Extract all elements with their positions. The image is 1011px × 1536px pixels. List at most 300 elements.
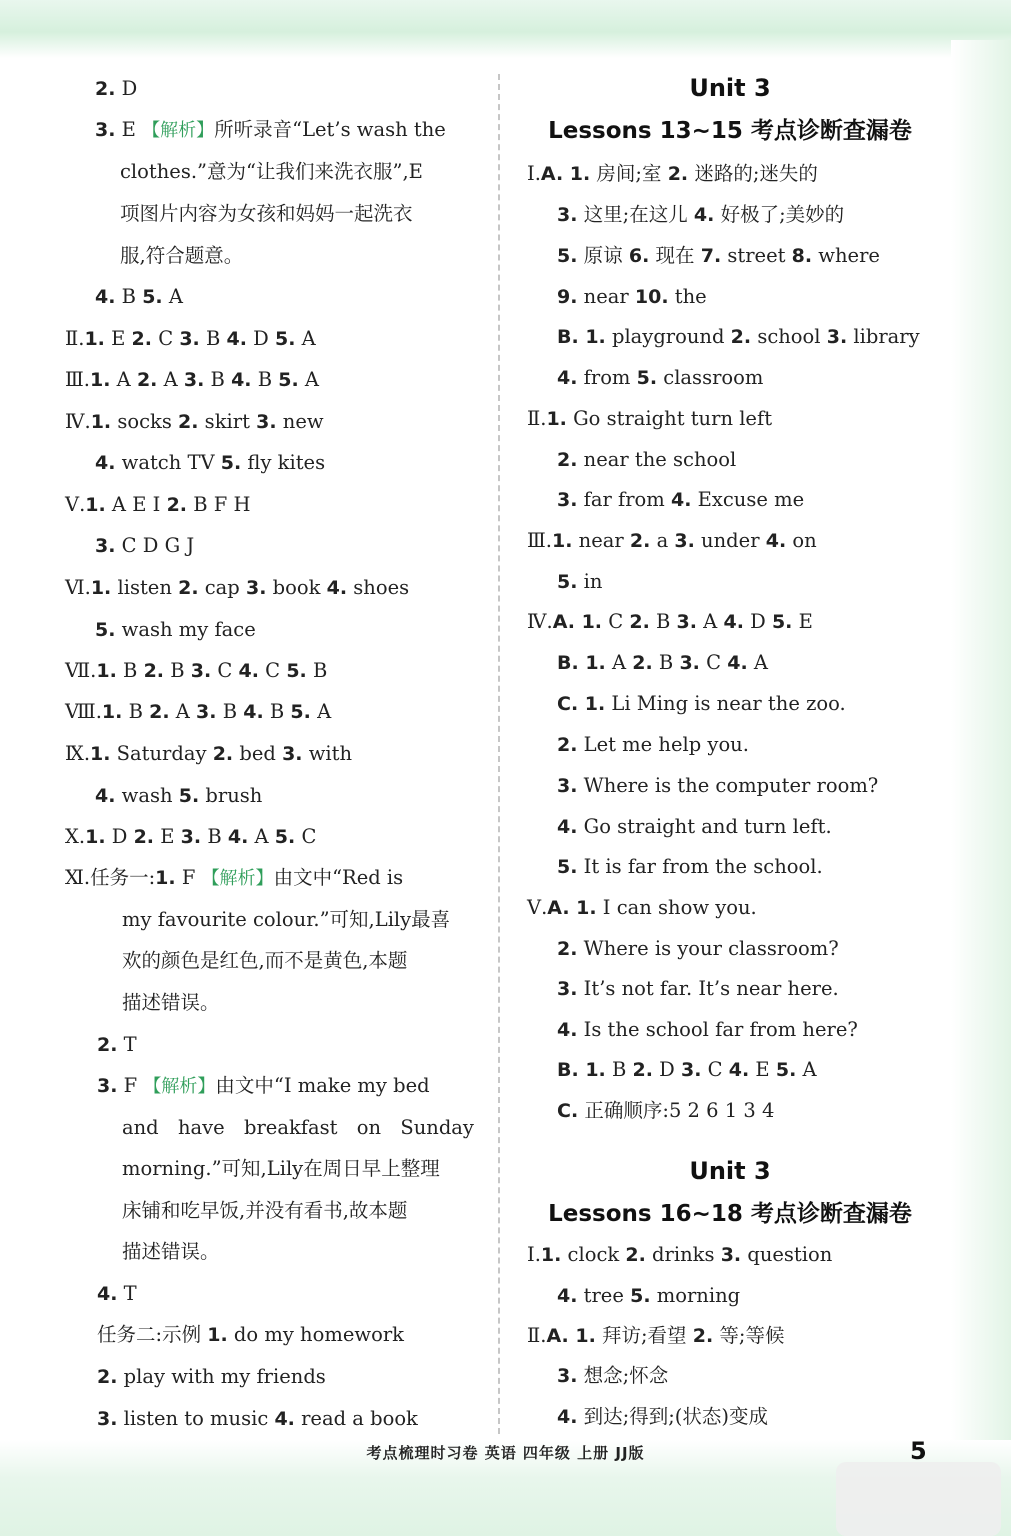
answer-text: listen to music: [117, 1407, 275, 1430]
answer-text: E: [115, 118, 143, 141]
item-number: 5.: [95, 619, 116, 641]
left-answer-line: [122, 1154, 440, 1184]
item-number: 2.: [143, 660, 165, 682]
left-answer-line: [65, 573, 409, 603]
answer-text: where: [812, 244, 880, 267]
item-number: 1.: [90, 369, 111, 391]
left-answer-line: [95, 781, 262, 811]
item-number: 2.: [212, 743, 234, 765]
item-number: 3.: [190, 660, 212, 682]
item-number: 2.: [629, 530, 651, 552]
left-answer-line: [97, 1404, 418, 1434]
item-number: A. 1.: [540, 163, 591, 185]
answer-text: D: [246, 327, 275, 350]
answer-text: my favourite colour.”可知,Lily最喜: [122, 908, 451, 931]
item-number: 4.: [226, 328, 247, 350]
answer-text: C D G J: [115, 534, 195, 557]
answer-text: A E I: [105, 493, 167, 516]
answer-text: E: [104, 327, 132, 350]
item-number: 1.: [552, 530, 573, 552]
item-number: 3.: [557, 204, 578, 226]
unit-heading: Unit 3: [689, 1157, 771, 1185]
right-answer-line: [527, 607, 813, 637]
item-number: 2.: [557, 449, 578, 471]
answer-text: Go straight and turn left.: [577, 815, 832, 838]
answer-text: Where is the computer room?: [577, 774, 879, 797]
answer-text: A: [162, 285, 183, 308]
answer-text: I can show you.: [596, 896, 757, 919]
item-number: 2.: [149, 701, 170, 723]
answer-text: A: [295, 327, 316, 350]
answer-text: 正确顺序:5 2 6 1 3 4: [578, 1099, 775, 1122]
item-number: 5.: [178, 785, 200, 807]
answer-text: 任务二:示例: [97, 1323, 208, 1346]
item-number: 3.: [95, 119, 116, 141]
answer-text: B: [649, 610, 677, 633]
item-number: 2.: [625, 1244, 646, 1266]
answer-text: playground: [605, 325, 731, 348]
answer-text: 好极了;美妙的: [714, 203, 845, 226]
answer-text: 想念;怀念: [577, 1364, 669, 1387]
answer-text: Ⅹ.: [65, 825, 86, 848]
right-answer-line: [527, 1240, 832, 1270]
answer-text: classroom: [657, 366, 764, 389]
watermark-logo: [836, 1462, 1001, 1536]
answer-text: question: [741, 1243, 833, 1266]
page-number: 5: [910, 1437, 927, 1465]
answer-text: morning: [650, 1284, 741, 1307]
right-answer-line: [557, 812, 832, 842]
item-number: 2.: [97, 1034, 118, 1056]
item-number: 5.: [278, 369, 299, 391]
unit-heading: Unit 3: [689, 74, 771, 102]
item-number: 1.: [540, 1244, 562, 1266]
item-number: 5.: [630, 1285, 651, 1307]
answer-text: B: [201, 825, 228, 848]
item-number: 4.: [227, 826, 249, 848]
answer-text: Li Ming is near the zoo.: [605, 692, 846, 715]
right-answer-line: [557, 322, 920, 352]
answer-text: A: [605, 651, 633, 674]
item-number: 3.: [680, 1059, 702, 1081]
item-number: 2.: [667, 163, 689, 185]
answer-text: breakfast: [243, 1116, 338, 1139]
answer-text: book: [266, 576, 327, 599]
answer-text: brush: [199, 784, 263, 807]
item-number: 3.: [557, 775, 578, 797]
answer-text: T: [117, 1282, 137, 1305]
left-answer-line: [120, 199, 413, 229]
answer-text: drinks: [645, 1243, 721, 1266]
item-number: 5.: [290, 701, 311, 723]
answer-text: a: [650, 529, 675, 552]
answer-text: 到达;得到;(状态)变成: [577, 1405, 769, 1428]
answer-text: Ⅺ.任务一:: [65, 866, 156, 889]
item-number: 4.: [557, 367, 578, 389]
answer-text: Let me help you.: [577, 733, 749, 756]
answer-text: Ⅲ.: [65, 368, 91, 391]
item-number: 2.: [131, 328, 152, 350]
left-answer-line: [95, 615, 256, 645]
left-answer-line: [95, 448, 325, 478]
item-number: 5.: [557, 571, 578, 593]
right-answer-line: [527, 404, 772, 434]
answer-text: shoes: [347, 576, 410, 599]
item-number: 4.: [728, 1059, 750, 1081]
answer-text: watch TV: [115, 451, 221, 474]
right-answer-line: [557, 445, 736, 475]
right-answer-line: [557, 200, 844, 230]
answer-text: A: [157, 368, 184, 391]
answer-text: Ⅳ.: [65, 410, 91, 433]
answer-text: and: [122, 1116, 159, 1139]
answer-text: D: [652, 1058, 681, 1081]
answer-text: It’s not far. It’s near here.: [577, 977, 839, 1000]
answer-text: Ⅶ.: [65, 659, 97, 682]
answer-text: near the school: [577, 448, 737, 471]
item-number: 4.: [97, 1283, 118, 1305]
answer-text: T: [117, 1033, 137, 1056]
item-number: 5.: [557, 856, 578, 878]
answer-text: Is the school far from here?: [577, 1018, 858, 1041]
item-number: 4.: [274, 1408, 295, 1430]
answer-text: A: [298, 368, 319, 391]
item-number: 3.: [826, 326, 848, 348]
answer-text: on: [356, 1116, 382, 1139]
answer-text: Ⅱ.: [65, 327, 85, 350]
item-number: 4.: [326, 577, 348, 599]
right-answer-line: [557, 282, 707, 312]
answer-text: in: [577, 570, 603, 593]
answer-text: Ⅰ.: [527, 1243, 541, 1266]
item-number: 3.: [720, 1244, 742, 1266]
item-number: 2.: [166, 494, 188, 516]
answer-text: 由文中“Red is: [273, 866, 404, 889]
item-number: 2.: [632, 1059, 653, 1081]
answer-text: Ⅷ.: [65, 700, 102, 723]
item-number: 4.: [765, 530, 787, 552]
item-number: 2.: [178, 411, 199, 433]
answer-text: B: [122, 700, 150, 723]
item-number: 5.: [636, 367, 658, 389]
left-answer-line: [97, 1071, 430, 1102]
item-number: 3.: [180, 826, 202, 848]
answer-text: read a book: [294, 1407, 418, 1430]
answer-text: C: [258, 659, 287, 682]
top-decorative-band: [0, 0, 1011, 58]
right-answer-line: [557, 648, 768, 678]
answer-text: play with my friends: [117, 1365, 326, 1388]
left-answer-line: [97, 1320, 404, 1350]
column-divider: [498, 74, 500, 1434]
left-answer-line: [65, 739, 352, 769]
answer-text: B: [251, 368, 279, 391]
item-number: 4.: [95, 286, 116, 308]
item-number: 3.: [282, 743, 303, 765]
answer-text: C: [701, 1058, 729, 1081]
right-answer-line: [557, 1015, 858, 1045]
right-answer-line: [557, 1281, 740, 1311]
answer-text: on: [786, 529, 817, 552]
item-number: 4.: [238, 660, 259, 682]
item-number: 3.: [557, 1365, 578, 1387]
item-number: 2.: [629, 611, 650, 633]
left-answer-line: [95, 115, 446, 146]
item-number: 3.: [676, 611, 697, 633]
answer-text: B: [216, 700, 244, 723]
answer-text: A: [796, 1058, 817, 1081]
left-answer-line: [97, 1362, 326, 1392]
answer-text: wash: [115, 784, 179, 807]
item-number: 1.: [546, 408, 567, 430]
lessons-heading: Lessons 13~15 考点诊断查漏卷: [548, 118, 912, 144]
right-answer-line: [557, 974, 839, 1004]
answer-text: 这里;在这儿: [577, 203, 694, 226]
answer-text: D: [115, 77, 138, 100]
answer-text: B F H: [187, 493, 251, 516]
answer-text: Excuse me: [691, 488, 805, 511]
answer-text: Ⅱ.: [527, 407, 547, 430]
item-number: 2.: [95, 78, 116, 100]
analysis-tag: 【解析】: [201, 868, 274, 889]
right-answer-line: [557, 1055, 817, 1085]
item-number: 1.: [90, 411, 112, 433]
answer-text: 迷路的;迷失的: [688, 162, 818, 185]
answer-text: B: [204, 368, 232, 391]
left-answer-line: [95, 282, 183, 312]
item-number: 6.: [628, 245, 650, 267]
item-number: 4.: [693, 204, 715, 226]
right-answer-line: [527, 526, 817, 556]
answer-text: 所听录音“Let’s wash the: [214, 118, 446, 141]
item-number: 3.: [179, 328, 200, 350]
answer-text: Ⅲ.: [527, 529, 553, 552]
right-answer-line: [557, 934, 839, 964]
answer-text: B: [605, 1058, 633, 1081]
item-number: 1.: [101, 701, 123, 723]
answer-text: Ⅸ.: [65, 742, 91, 765]
item-number: B. 1.: [557, 1059, 606, 1081]
answer-text: 描述错误。: [122, 1240, 220, 1263]
answer-text: C: [211, 659, 239, 682]
answer-text: have: [177, 1116, 225, 1139]
item-number: 2.: [692, 1325, 714, 1347]
answer-text: from: [577, 366, 637, 389]
answer-text: 项图片内容为女孩和妈妈一起洗衣: [120, 202, 413, 225]
item-number: 4.: [557, 1285, 578, 1307]
item-number: B. 1.: [557, 326, 606, 348]
answer-text: C: [152, 327, 180, 350]
item-number: 3.: [557, 978, 578, 1000]
item-number: 1.: [90, 743, 111, 765]
answer-text: B: [199, 327, 227, 350]
item-number: 5.: [274, 826, 296, 848]
left-answer-line: [122, 1113, 474, 1143]
answer-text: socks: [111, 410, 179, 433]
answer-text: clothes.”意为“让我们来洗衣服”,E: [120, 160, 423, 183]
answer-text: Saturday: [110, 742, 213, 765]
item-number: 1.: [84, 328, 105, 350]
answer-text: 房间;室: [590, 162, 668, 185]
answer-text: near: [577, 285, 635, 308]
answer-text: E: [154, 825, 181, 848]
answer-text: listen: [111, 576, 179, 599]
right-answer-line: [557, 363, 763, 393]
left-answer-line: [95, 74, 137, 104]
right-answer-line: [527, 1321, 784, 1351]
item-number: C. 1.: [557, 693, 606, 715]
answer-text: Sunday: [400, 1116, 474, 1139]
item-number: C.: [557, 1100, 579, 1122]
item-number: 7.: [700, 245, 722, 267]
right-decorative-band: [951, 40, 1011, 1460]
answer-text: school: [751, 325, 827, 348]
answer-text: the: [668, 285, 707, 308]
left-answer-line: [122, 1196, 407, 1226]
item-number: 4.: [670, 489, 692, 511]
item-number: 2.: [97, 1366, 118, 1388]
right-answer-line: [557, 241, 880, 271]
answer-text: with: [302, 742, 353, 765]
item-number: A. 1.: [546, 1325, 596, 1347]
left-answer-line: [65, 490, 250, 520]
answer-text: near: [572, 529, 630, 552]
item-number: 1.: [90, 577, 112, 599]
item-number: 2.: [730, 326, 752, 348]
item-number: 4.: [723, 611, 744, 633]
answer-text: Ⅵ.: [65, 576, 91, 599]
answer-text: cap: [198, 576, 246, 599]
item-number: 1.: [207, 1324, 228, 1346]
item-number: 3.: [674, 530, 695, 552]
answer-text: A: [169, 700, 197, 723]
answer-text: A: [310, 700, 332, 723]
item-number: 5.: [275, 328, 296, 350]
left-answer-line: [122, 905, 450, 935]
item-number: 4.: [243, 701, 264, 723]
item-number: 2.: [557, 734, 578, 756]
right-answer-line: [557, 1096, 774, 1126]
answer-text: tree: [577, 1284, 631, 1307]
answer-text: far from: [577, 488, 671, 511]
item-number: 4.: [231, 369, 252, 391]
left-answer-line: [65, 656, 327, 686]
item-number: 4.: [557, 1406, 578, 1428]
answer-text: bed: [233, 742, 283, 765]
item-number: 3.: [95, 535, 116, 557]
answer-text: C: [602, 610, 630, 633]
left-answer-line: [97, 1030, 137, 1060]
item-number: 3.: [245, 577, 267, 599]
answer-text: Ⅴ.: [527, 896, 548, 919]
item-number: 3.: [97, 1075, 118, 1097]
left-answer-line: [95, 531, 194, 561]
answer-text: A: [248, 825, 275, 848]
answer-text: 描述错误。: [122, 991, 220, 1014]
item-number: 1.: [155, 867, 176, 889]
right-answer-line: [557, 771, 878, 801]
answer-text: clock: [561, 1243, 626, 1266]
item-number: 3.: [183, 369, 205, 391]
item-number: 4.: [557, 1019, 578, 1041]
left-answer-line: [65, 863, 403, 894]
answer-text: B: [263, 700, 291, 723]
item-number: 10.: [634, 286, 669, 308]
answer-text: F: [117, 1074, 144, 1097]
left-answer-line: [65, 822, 316, 852]
answer-text: 欢的颜色是红色,而不是黄色,本题: [122, 949, 408, 972]
answer-text: 拜访;看望: [595, 1324, 693, 1347]
answer-text: Ⅴ.: [65, 493, 86, 516]
item-number: 2.: [136, 369, 158, 391]
answer-text: morning.”可知,Lily在周日早上整理: [122, 1157, 440, 1180]
answer-text: new: [276, 410, 324, 433]
item-number: B. 1.: [557, 652, 606, 674]
left-answer-line: [122, 946, 407, 976]
answer-text: B: [115, 285, 143, 308]
answer-text: 床铺和吃早饭,并没有看书,故本题: [122, 1199, 408, 1222]
answer-text: library: [847, 325, 920, 348]
answer-text: A: [110, 368, 137, 391]
answer-text: 原谅: [577, 244, 629, 267]
right-answer-line: [557, 1361, 668, 1391]
item-number: 4.: [727, 652, 748, 674]
answer-text: B: [164, 659, 191, 682]
right-answer-line: [527, 893, 757, 923]
answer-text: A: [747, 651, 768, 674]
page-footer: 考点梳理时习卷 英语 四年级 上册 JJ版: [366, 1444, 645, 1462]
item-number: 3.: [557, 489, 578, 511]
answer-text: Where is your classroom?: [577, 937, 839, 960]
answer-text: 服,符合题意。: [120, 244, 244, 267]
right-answer-line: [557, 852, 823, 882]
left-answer-line: [120, 157, 423, 187]
item-number: 5.: [771, 611, 793, 633]
item-number: 2.: [133, 826, 155, 848]
item-number: 5.: [220, 452, 242, 474]
item-number: 3.: [679, 652, 700, 674]
left-answer-line: [65, 697, 331, 727]
left-answer-line: [65, 407, 324, 437]
item-number: 4.: [557, 816, 578, 838]
answer-text: D: [105, 825, 134, 848]
item-number: 9.: [557, 286, 578, 308]
right-answer-line: [557, 689, 846, 719]
answer-text: D: [743, 610, 772, 633]
item-number: 2.: [632, 652, 653, 674]
item-number: 1.: [96, 660, 117, 682]
item-number: 3.: [196, 701, 217, 723]
answer-text: B: [306, 659, 328, 682]
answer-text: Ⅱ.: [527, 1324, 547, 1347]
item-number: 2.: [178, 577, 199, 599]
analysis-tag: 【解析】: [142, 120, 215, 141]
left-answer-line: [122, 1237, 220, 1267]
item-number: 4.: [95, 785, 116, 807]
right-answer-line: [557, 1402, 768, 1432]
item-number: 5.: [775, 1059, 797, 1081]
left-answer-line: [122, 988, 220, 1018]
item-number: 3.: [97, 1408, 118, 1430]
right-answer-line: [557, 567, 602, 597]
left-answer-line: [97, 1279, 137, 1309]
answer-text: skirt: [198, 410, 257, 433]
answer-text: C: [699, 651, 728, 674]
item-number: 5.: [557, 245, 578, 267]
item-number: A. 1.: [552, 611, 603, 633]
item-number: 2.: [557, 938, 578, 960]
item-number: 5.: [142, 286, 163, 308]
